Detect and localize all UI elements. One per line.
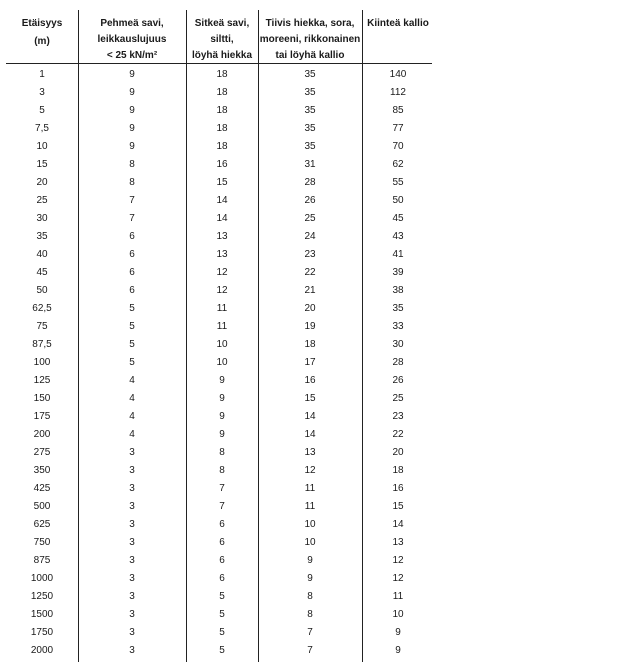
cell-solid-rock: 13 <box>392 537 404 548</box>
cell-soft-clay: 3 <box>129 645 135 656</box>
cell-solid-rock: 16 <box>392 483 404 494</box>
cell-stiff-clay: 5 <box>219 609 225 620</box>
cell-soft-clay: 6 <box>129 267 135 278</box>
cell-distance: 750 <box>33 537 51 548</box>
cell-distance: 35 <box>36 231 48 242</box>
table-row <box>0 210 626 228</box>
table-row <box>0 174 626 192</box>
cell-soft-clay: 5 <box>129 303 135 314</box>
table-row <box>0 498 626 516</box>
cell-soft-clay: 3 <box>129 501 135 512</box>
cell-distance: 275 <box>33 447 51 458</box>
table-row <box>0 138 626 156</box>
cell-dense-sand: 10 <box>304 519 316 530</box>
table-row <box>0 156 626 174</box>
cell-stiff-clay: 12 <box>216 267 228 278</box>
table-row <box>0 372 626 390</box>
cell-distance: 125 <box>33 375 51 386</box>
table-row <box>0 318 626 336</box>
cell-soft-clay: 9 <box>129 123 135 134</box>
table-row <box>0 480 626 498</box>
cell-solid-rock: 140 <box>389 69 407 80</box>
cell-dense-sand: 23 <box>304 249 316 260</box>
cell-solid-rock: 45 <box>392 213 404 224</box>
cell-distance: 1750 <box>30 627 54 638</box>
cell-solid-rock: 28 <box>392 357 404 368</box>
cell-soft-clay: 3 <box>129 537 135 548</box>
cell-distance: 15 <box>36 159 48 170</box>
table-row <box>0 354 626 372</box>
cell-distance: 10 <box>36 141 48 152</box>
cell-stiff-clay: 5 <box>219 591 225 602</box>
cell-soft-clay: 3 <box>129 627 135 638</box>
cell-dense-sand: 14 <box>304 411 316 422</box>
cell-soft-clay: 9 <box>129 87 135 98</box>
cell-distance: 50 <box>36 285 48 296</box>
table-row <box>0 84 626 102</box>
cell-stiff-clay: 6 <box>219 519 225 530</box>
header-soft-clay: Pehmeä savi, leikkauslujuus < 25 kN/m² <box>97 18 167 61</box>
cell-solid-rock: 85 <box>392 105 404 116</box>
cell-stiff-clay: 9 <box>219 411 225 422</box>
cell-distance: 150 <box>33 393 51 404</box>
header-distance: Etäisyys (m) <box>21 18 63 47</box>
cell-dense-sand: 35 <box>304 141 316 152</box>
cell-solid-rock: 23 <box>392 411 404 422</box>
cell-stiff-clay: 10 <box>216 357 228 368</box>
cell-stiff-clay: 7 <box>219 483 225 494</box>
cell-distance: 30 <box>36 213 48 224</box>
table-row <box>0 606 626 624</box>
cell-stiff-clay: 11 <box>216 321 228 332</box>
cell-stiff-clay: 5 <box>219 645 225 656</box>
cell-distance: 425 <box>33 483 51 494</box>
table-row <box>0 570 626 588</box>
cell-solid-rock: 10 <box>392 609 404 620</box>
cell-solid-rock: 20 <box>392 447 404 458</box>
cell-soft-clay: 9 <box>129 105 135 116</box>
cell-distance: 175 <box>33 411 51 422</box>
cell-stiff-clay: 12 <box>216 285 228 296</box>
cell-dense-sand: 35 <box>304 123 316 134</box>
cell-dense-sand: 19 <box>304 321 316 332</box>
cell-solid-rock: 77 <box>392 123 404 134</box>
table-row <box>0 66 626 84</box>
cell-dense-sand: 17 <box>304 357 316 368</box>
table-row <box>0 516 626 534</box>
table-row <box>0 462 626 480</box>
cell-solid-rock: 12 <box>392 555 404 566</box>
cell-distance: 45 <box>36 267 48 278</box>
cell-solid-rock: 70 <box>392 141 404 152</box>
cell-stiff-clay: 9 <box>219 429 225 440</box>
cell-distance: 625 <box>33 519 51 530</box>
cell-stiff-clay: 9 <box>219 375 225 386</box>
cell-dense-sand: 9 <box>307 573 313 584</box>
cell-distance: 25 <box>36 195 48 206</box>
cell-soft-clay: 3 <box>129 591 135 602</box>
cell-soft-clay: 9 <box>129 141 135 152</box>
cell-solid-rock: 30 <box>392 339 404 350</box>
table-row <box>0 120 626 138</box>
cell-dense-sand: 8 <box>307 609 313 620</box>
cell-solid-rock: 11 <box>392 591 404 602</box>
cell-dense-sand: 20 <box>304 303 316 314</box>
cell-stiff-clay: 13 <box>216 249 228 260</box>
table-row <box>0 588 626 606</box>
cell-stiff-clay: 14 <box>216 195 228 206</box>
cell-dense-sand: 8 <box>307 591 313 602</box>
cell-soft-clay: 5 <box>129 321 135 332</box>
cell-stiff-clay: 7 <box>219 501 225 512</box>
cell-solid-rock: 41 <box>392 249 404 260</box>
table-row <box>0 642 626 660</box>
cell-soft-clay: 3 <box>129 483 135 494</box>
header-solid-rock: Kiinteä kallio <box>367 18 429 29</box>
cell-solid-rock: 39 <box>392 267 404 278</box>
cell-soft-clay: 9 <box>129 69 135 80</box>
cell-solid-rock: 9 <box>395 645 401 656</box>
cell-stiff-clay: 13 <box>216 231 228 242</box>
cell-dense-sand: 7 <box>307 627 313 638</box>
cell-dense-sand: 22 <box>304 267 316 278</box>
cell-soft-clay: 5 <box>129 357 135 368</box>
cell-soft-clay: 7 <box>129 195 135 206</box>
cell-stiff-clay: 8 <box>219 465 225 476</box>
cell-stiff-clay: 18 <box>216 87 228 98</box>
cell-solid-rock: 112 <box>390 87 406 98</box>
cell-dense-sand: 35 <box>304 87 316 98</box>
cell-solid-rock: 55 <box>392 177 404 188</box>
cell-distance: 1 <box>39 69 45 80</box>
cell-solid-rock: 43 <box>392 231 404 242</box>
table-row <box>0 192 626 210</box>
cell-stiff-clay: 8 <box>219 447 225 458</box>
cell-distance: 87,5 <box>32 339 52 350</box>
table-row <box>0 300 626 318</box>
cell-stiff-clay: 6 <box>219 573 225 584</box>
cell-distance: 350 <box>33 465 51 476</box>
cell-solid-rock: 50 <box>392 195 404 206</box>
header-stiff-clay: Sitkeä savi, siltti, löyhä hiekka <box>191 18 253 61</box>
cell-soft-clay: 5 <box>129 339 135 350</box>
cell-soft-clay: 3 <box>129 609 135 620</box>
cell-soft-clay: 6 <box>129 249 135 260</box>
cell-solid-rock: 12 <box>392 573 404 584</box>
cell-dense-sand: 11 <box>304 483 316 494</box>
cell-stiff-clay: 5 <box>219 627 225 638</box>
cell-soft-clay: 7 <box>129 213 135 224</box>
cell-soft-clay: 4 <box>129 375 135 386</box>
cell-stiff-clay: 15 <box>216 177 228 188</box>
cell-soft-clay: 3 <box>129 555 135 566</box>
table-row <box>0 408 626 426</box>
cell-dense-sand: 11 <box>304 501 316 512</box>
cell-distance: 100 <box>33 357 51 368</box>
cell-stiff-clay: 16 <box>216 159 228 170</box>
cell-dense-sand: 21 <box>304 285 316 296</box>
cell-soft-clay: 3 <box>129 447 135 458</box>
table-row <box>0 624 626 642</box>
cell-dense-sand: 26 <box>304 195 316 206</box>
cell-dense-sand: 10 <box>304 537 316 548</box>
cell-stiff-clay: 6 <box>219 555 225 566</box>
cell-stiff-clay: 9 <box>219 393 225 404</box>
cell-distance: 875 <box>33 555 51 566</box>
cell-solid-rock: 38 <box>392 285 404 296</box>
cell-dense-sand: 13 <box>304 447 316 458</box>
cell-soft-clay: 8 <box>129 159 135 170</box>
cell-stiff-clay: 14 <box>216 213 228 224</box>
cell-soft-clay: 4 <box>129 429 135 440</box>
cell-dense-sand: 35 <box>304 69 316 80</box>
cell-distance: 1500 <box>30 609 54 620</box>
cell-dense-sand: 7 <box>307 645 313 656</box>
cell-dense-sand: 12 <box>304 465 316 476</box>
cell-soft-clay: 4 <box>129 393 135 404</box>
cell-dense-sand: 31 <box>304 159 316 170</box>
cell-solid-rock: 35 <box>392 303 404 314</box>
cell-stiff-clay: 18 <box>216 105 228 116</box>
cell-distance: 1250 <box>30 591 54 602</box>
cell-soft-clay: 3 <box>129 519 135 530</box>
table-row <box>0 228 626 246</box>
table-row <box>0 390 626 408</box>
cell-stiff-clay: 11 <box>216 303 228 314</box>
table-row <box>0 534 626 552</box>
cell-stiff-clay: 18 <box>216 69 228 80</box>
cell-solid-rock: 33 <box>392 321 404 332</box>
cell-stiff-clay: 10 <box>216 339 228 350</box>
cell-stiff-clay: 6 <box>219 537 225 548</box>
table-row <box>0 246 626 264</box>
table-row <box>0 336 626 354</box>
table-row <box>0 264 626 282</box>
cell-stiff-clay: 18 <box>216 141 228 152</box>
cell-distance: 7,5 <box>35 123 49 134</box>
cell-soft-clay: 8 <box>129 177 135 188</box>
cell-dense-sand: 15 <box>304 393 316 404</box>
table-row <box>0 552 626 570</box>
cell-solid-rock: 14 <box>392 519 404 530</box>
table-row <box>0 102 626 120</box>
cell-distance: 200 <box>33 429 51 440</box>
cell-soft-clay: 3 <box>129 465 135 476</box>
cell-distance: 75 <box>36 321 48 332</box>
cell-distance: 3 <box>39 87 45 98</box>
cell-soft-clay: 6 <box>129 231 135 242</box>
cell-solid-rock: 22 <box>392 429 404 440</box>
cell-dense-sand: 18 <box>304 339 316 350</box>
header-divider <box>6 63 432 64</box>
cell-distance: 5 <box>39 105 45 116</box>
table-row <box>0 444 626 462</box>
cell-soft-clay: 3 <box>129 573 135 584</box>
cell-soft-clay: 4 <box>129 411 135 422</box>
cell-solid-rock: 62 <box>392 159 404 170</box>
cell-stiff-clay: 18 <box>216 123 228 134</box>
cell-dense-sand: 24 <box>304 231 316 242</box>
cell-solid-rock: 25 <box>392 393 404 404</box>
table-row <box>0 282 626 300</box>
cell-distance: 62,5 <box>32 303 52 314</box>
cell-solid-rock: 9 <box>395 627 401 638</box>
cell-dense-sand: 16 <box>304 375 316 386</box>
header-dense-sand: Tiivis hiekka, sora, moreeni, rikkonainen tai löyhä kallio <box>259 18 361 61</box>
cell-distance: 500 <box>33 501 51 512</box>
cell-dense-sand: 25 <box>304 213 316 224</box>
cell-solid-rock: 26 <box>392 375 404 386</box>
cell-solid-rock: 15 <box>392 501 404 512</box>
cell-distance: 1000 <box>30 573 54 584</box>
cell-distance: 2000 <box>30 645 54 656</box>
cell-dense-sand: 35 <box>304 105 316 116</box>
cell-soft-clay: 6 <box>129 285 135 296</box>
cell-dense-sand: 9 <box>307 555 313 566</box>
cell-solid-rock: 18 <box>392 465 404 476</box>
cell-distance: 40 <box>36 249 48 260</box>
cell-distance: 20 <box>36 177 48 188</box>
cell-dense-sand: 28 <box>304 177 316 188</box>
table-row <box>0 426 626 444</box>
cell-dense-sand: 14 <box>304 429 316 440</box>
